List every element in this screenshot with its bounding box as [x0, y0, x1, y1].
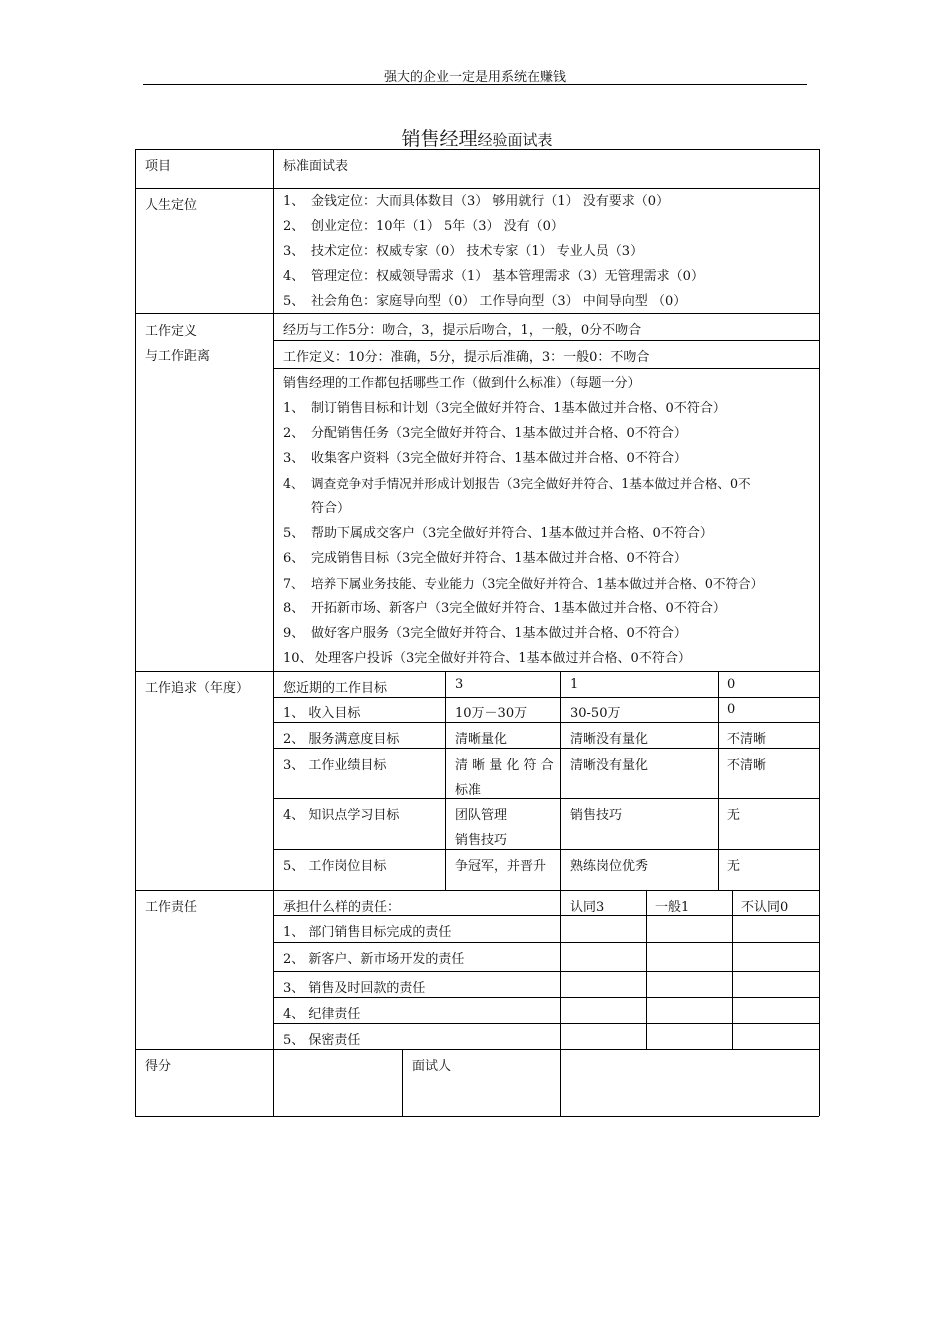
duty-head-agree: 认同3: [570, 900, 605, 915]
workdef-task-list: [283, 371, 817, 671]
duty-label: 工作责任: [145, 900, 198, 915]
list-item: 8、 开拓新市场、新客户（3完全做好并符合、1基本做过并合格、0不符合）: [283, 601, 726, 616]
head-col-item: 项目: [145, 159, 172, 174]
life-list: [283, 189, 813, 314]
list-item: 9、 做好客户服务（3完全做好并符合、1基本做过并合格、0不符合）: [283, 626, 687, 641]
head-col-standard: 标准面试表: [283, 159, 349, 174]
table-row: 4、 纪律责任: [283, 1007, 361, 1022]
list-item: 2、 分配销售任务（3完全做好并符合、1基本做过并合格、0不符合）: [283, 426, 687, 441]
title-main: 销售经理: [401, 128, 478, 150]
table-row: 2、 新客户、新市场开发的责任: [283, 952, 465, 967]
workdef-label-2: 与工作距离: [145, 349, 211, 364]
list-item: 3、 收集客户资料（3完全做好并符合、1基本做过并合格、0不符合）: [283, 451, 687, 466]
score-label: 得分: [145, 1059, 172, 1074]
pursuit-label: 工作追求（年度）: [145, 681, 250, 696]
duty-head-neutral: 一般1: [655, 900, 690, 915]
duty-head-question: 承担什么样的责任：: [283, 900, 401, 915]
life-label: 人生定位: [145, 198, 198, 213]
duty-head-disagree: 不认同0: [741, 900, 789, 915]
table-row: 1、 部门销售目标完成的责任: [283, 925, 452, 940]
table-row: 5、 保密责任: [283, 1033, 361, 1048]
list-item: 4、 调查竞争对手情况并形成计划报告（3完全做好并符合、1基本做过并合格、0不: [283, 476, 751, 491]
list-item-continued: 符合）: [311, 501, 351, 516]
page-title: [135, 124, 819, 151]
task-intro: 销售经理的工作都包括哪些工作（做到什么标准）（每题一分）: [283, 376, 641, 391]
list-item: 3、 技术定位：权威专家（0） 技术专家（1） 专业人员（3）: [283, 244, 644, 259]
header-rule: [143, 84, 807, 85]
list-item: 7、 培养下属业务技能、专业能力（3完全做好并符合、1基本做过并合格、0不符合）: [283, 576, 764, 591]
list-item: 5、 帮助下属成交客户（3完全做好并符合、1基本做过并合格、0不符合）: [283, 526, 713, 541]
title-suffix: 经验面试表: [477, 131, 553, 149]
list-item: 6、 完成销售目标（3完全做好并符合、1基本做过并合格、0不符合）: [283, 551, 687, 566]
header-slogan: 强大的企业一定是用系统在赚钱: [383, 70, 566, 85]
list-item: 1、 金钱定位：大而具体数目（3） 够用就行（1） 没有要求（0）: [283, 194, 670, 209]
pursuit-head-0: 0: [727, 677, 736, 692]
pursuit-head-3: 3: [455, 677, 464, 692]
list-item: 5、 社会角色：家庭导向型（0） 工作导向型（3） 中间导向型 （0）: [283, 294, 687, 309]
list-item: 1、 制订销售目标和计划（3完全做好并符合、1基本做过并合格、0不符合）: [283, 401, 726, 416]
pursuit-head-goal: 您近期的工作目标: [283, 681, 388, 696]
list-item: 2、 创业定位：10年（1） 5年（3） 没有（0）: [283, 219, 564, 234]
workdef-row-definition: 工作定义：10分：准确，5分，提示后准确，3：一般0：不吻合: [283, 350, 650, 365]
list-item: 4、 管理定位：权威领导需求（1） 基本管理需求（3）无管理需求（0）: [283, 269, 704, 284]
interviewer-label: 面试人: [412, 1059, 452, 1074]
pursuit-head-1: 1: [570, 677, 579, 692]
workdef-row-experience: 经历与工作5分：吻合，3，提示后吻合，1，一般，0分不吻合: [283, 323, 642, 338]
workdef-label-1: 工作定义: [145, 324, 198, 339]
table-row: 3、 销售及时回款的责任: [283, 981, 426, 996]
list-item: 10、 处理客户投诉（3完全做好并符合、1基本做过并合格、0不符合）: [283, 651, 691, 666]
